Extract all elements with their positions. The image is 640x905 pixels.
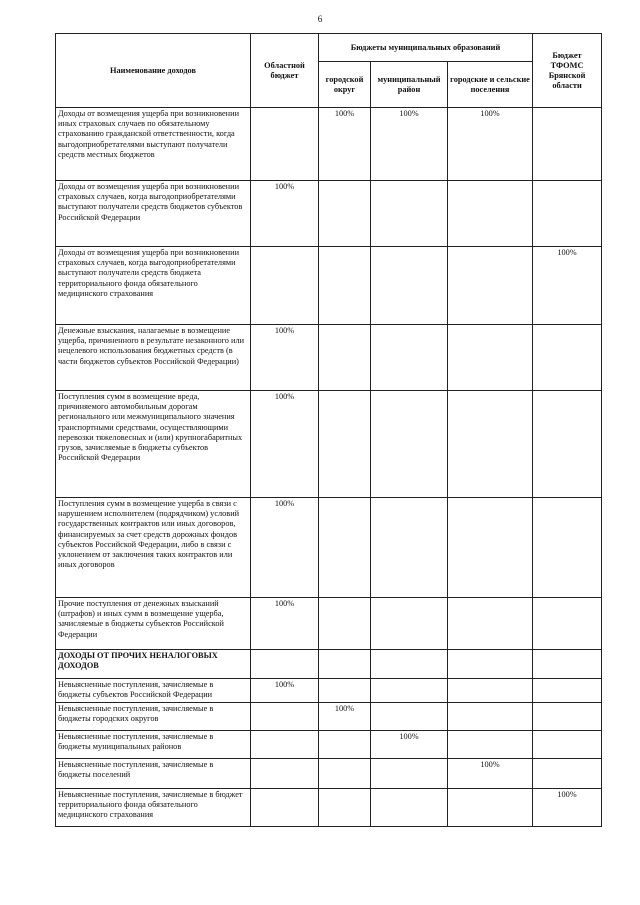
city-value <box>319 498 371 598</box>
regional-value: 100% <box>251 679 319 703</box>
settlements-value <box>448 679 533 703</box>
table-row <box>56 759 602 789</box>
header-city-district: городской округ <box>319 62 371 108</box>
city-value: 100% <box>319 703 371 731</box>
regional-value <box>251 789 319 827</box>
municipal-value <box>371 498 448 598</box>
table-row <box>56 181 602 247</box>
municipal-value <box>371 325 448 391</box>
tfoms-value <box>533 759 602 789</box>
tfoms-value: 100% <box>533 247 602 325</box>
regional-value <box>251 731 319 759</box>
settlements-value <box>448 247 533 325</box>
header-municipal-budgets: Бюджеты муниципальных образований <box>319 34 533 62</box>
settlements-value <box>448 598 533 650</box>
tfoms-value <box>533 391 602 498</box>
tfoms-value <box>533 108 602 181</box>
settlements-value <box>448 325 533 391</box>
regional-value: 100% <box>251 498 319 598</box>
municipal-value: 100% <box>371 731 448 759</box>
regional-value: 100% <box>251 391 319 498</box>
city-value <box>319 247 371 325</box>
header-municipal-district: муниципальный район <box>371 62 448 108</box>
regional-value <box>251 108 319 181</box>
table-row <box>56 247 602 325</box>
revenue-distribution-table <box>55 33 602 827</box>
section-row <box>56 650 602 679</box>
settlements-value <box>448 789 533 827</box>
table-row <box>56 789 602 827</box>
city-value <box>319 731 371 759</box>
tfoms-value <box>533 703 602 731</box>
income-name: Денежные взыскания, налагаемые в возмещение ущерба, причиненного в результате незаконного или нецелевого использования бюджетных средств (в части бюджетов субъектов Российской Федерации) <box>56 325 251 391</box>
municipal-value <box>371 247 448 325</box>
header-regional-budget: Областной бюджет <box>251 34 319 108</box>
table-row <box>56 703 602 731</box>
city-value: 100% <box>319 108 371 181</box>
table-row <box>56 598 602 650</box>
tfoms-value <box>533 679 602 703</box>
income-name: Невыясненные поступления, зачисляемые в бюджеты муниципальных районов <box>56 731 251 759</box>
tfoms-value <box>533 498 602 598</box>
page-number: 6 <box>317 14 323 24</box>
table-row <box>56 391 602 498</box>
section-heading: ДОХОДЫ ОТ ПРОЧИХ НЕНАЛОГОВЫХ ДОХОДОВ <box>56 650 251 679</box>
city-value <box>319 789 371 827</box>
municipal-value <box>371 391 448 498</box>
regional-value: 100% <box>251 325 319 391</box>
municipal-value <box>371 759 448 789</box>
settlements-value <box>448 498 533 598</box>
regional-value <box>251 759 319 789</box>
city-value <box>319 391 371 498</box>
header-income-name: Наименование доходов <box>56 34 251 108</box>
income-name: Поступления сумм в возмещение вреда, причиняемого автомобильным дорогам регионального или межмуниципального значения транспортными средствами, осуществляющими перевозки тяжеловесных и (или) крупногабаритных грузов, зачисляемые в бюджеты субъектов Российской Федерации <box>56 391 251 498</box>
header-tfoms-budget: Бюджет ТФОМС Брянской области <box>533 34 602 108</box>
income-name: Невыясненные поступления, зачисляемые в бюджет территориального фонда обязательного медицинского страхования <box>56 789 251 827</box>
municipal-value <box>371 679 448 703</box>
table-row <box>56 498 602 598</box>
regional-value <box>251 650 319 679</box>
income-name: Невыясненные поступления, зачисляемые в бюджеты поселений <box>56 759 251 789</box>
settlements-value: 100% <box>448 108 533 181</box>
municipal-value <box>371 598 448 650</box>
city-value <box>319 598 371 650</box>
table-row <box>56 325 602 391</box>
income-name: Невыясненные поступления, зачисляемые в бюджеты городских округов <box>56 703 251 731</box>
tfoms-value <box>533 181 602 247</box>
settlements-value <box>448 731 533 759</box>
income-name: Прочие поступления от денежных взысканий (штрафов) и иных сумм в возмещение ущерба, зачисляемые в бюджеты субъектов Российской Федерации <box>56 598 251 650</box>
city-value <box>319 181 371 247</box>
city-value <box>319 650 371 679</box>
municipal-value <box>371 703 448 731</box>
income-name: Доходы от возмещения ущерба при возникновении страховых случаев, когда выгодоприобретателями выступают получатели средств бюджета территориального фонда обязательного медицинского страхования <box>56 247 251 325</box>
tfoms-value <box>533 731 602 759</box>
regional-value: 100% <box>251 181 319 247</box>
table-row <box>56 731 602 759</box>
settlements-value <box>448 650 533 679</box>
tfoms-value <box>533 325 602 391</box>
municipal-value <box>371 789 448 827</box>
income-name: Доходы от возмещения ущерба при возникновении страховых случаев, когда выгодоприобретателями выступают получатели средств бюджетов субъектов Российской Федерации <box>56 181 251 247</box>
tfoms-value: 100% <box>533 789 602 827</box>
table-row <box>56 108 602 181</box>
city-value <box>319 759 371 789</box>
city-value <box>319 679 371 703</box>
income-name: Невыясненные поступления, зачисляемые в бюджеты субъектов Российской Федерации <box>56 679 251 703</box>
municipal-value <box>371 181 448 247</box>
income-name: Поступления сумм в возмещение ущерба в связи с нарушением исполнителем (подрядчиком) условий государственных контрактов или иных договоров, финансируемых за счет средств дорожных фондов субъектов Российской Федерации, либо в связи с уклонением от заключения таких контрактов или иных договоров <box>56 498 251 598</box>
tfoms-value <box>533 598 602 650</box>
municipal-value <box>371 650 448 679</box>
table-row <box>56 679 602 703</box>
regional-value <box>251 247 319 325</box>
settlements-value <box>448 391 533 498</box>
municipal-value: 100% <box>371 108 448 181</box>
header-settlements: городские и сельские поселения <box>448 62 533 108</box>
regional-value: 100% <box>251 598 319 650</box>
settlements-value: 100% <box>448 759 533 789</box>
regional-value <box>251 703 319 731</box>
income-name: Доходы от возмещения ущерба при возникновении иных страховых случаев по обязательному страхованию гражданской ответственности, когда выгодоприобретателями выступают получатели средств местных бюджетов <box>56 108 251 181</box>
city-value <box>319 325 371 391</box>
settlements-value <box>448 181 533 247</box>
tfoms-value <box>533 650 602 679</box>
settlements-value <box>448 703 533 731</box>
